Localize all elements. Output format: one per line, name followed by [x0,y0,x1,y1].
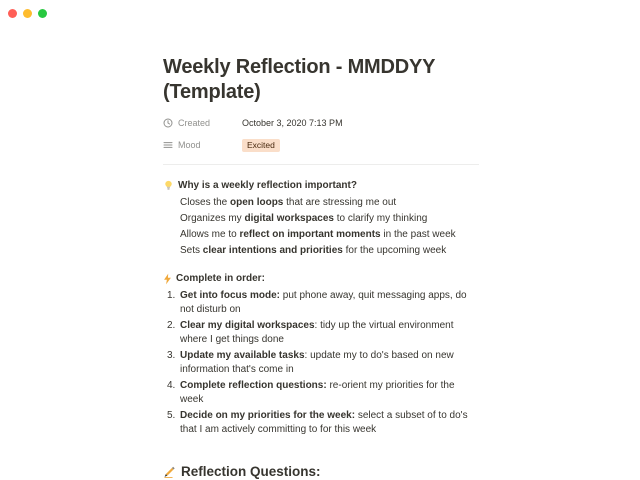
section-complete-heading[interactable] [163,271,479,286]
section-reflection-questions-heading[interactable] [163,463,479,480]
writing-hand-icon [163,465,176,478]
property-mood-value[interactable] [242,139,280,152]
list-item[interactable]: Organizes my digital workspaces to clarify my thinking [163,211,479,226]
bullet-icon [163,212,180,226]
light-bulb-icon [163,180,174,191]
window-controls [8,9,47,18]
clock-icon [163,118,173,128]
list-item[interactable]: 4. Complete reflection questions: re-orient my priorities for the week [163,378,479,407]
lightning-bolt-icon [163,273,172,285]
divider [163,164,479,165]
page-title[interactable]: Weekly Reflection - MMDDYY (Template) [163,56,435,103]
page-properties [163,112,479,156]
list-item[interactable]: 2. Clear my digital workspaces: tidy up the virtual environment where I get things done [163,318,479,347]
property-label-text: Created [178,118,211,128]
section-heading-text: Reflection Questions: [181,464,321,479]
list-icon [163,140,173,150]
list-item[interactable]: Closes the open loops that are stressing me out [163,195,479,210]
why-bullet-list [163,195,479,258]
list-item[interactable]: 5. Decide on my priorities for the week: select a subset of to do's that I am actively committing to for this week [163,408,479,437]
list-number: 1. [167,289,176,301]
property-created-value[interactable]: October 3, 2020 7:13 PM [242,118,343,128]
minimize-window-button[interactable] [23,9,32,18]
section-heading-text: Complete in order: [176,273,265,284]
list-number: 5. [167,409,176,421]
section-heading-text: Why is a weekly reflection important? [178,180,357,191]
list-item[interactable]: 1. Get into focus mode: put phone away, quit messaging apps, do not disturb on [163,288,479,317]
mood-tag[interactable]: Excited [242,139,280,152]
property-row-mood[interactable] [163,134,479,156]
close-window-button[interactable] [8,9,17,18]
list-item[interactable]: 3. Update my available tasks: update my to do's based on new information that's come in [163,348,479,377]
list-item[interactable]: Sets clear intentions and priorities for the upcoming week [163,243,479,258]
bullet-icon [163,196,180,210]
property-label-text: Mood [178,140,201,150]
section-why [163,178,479,258]
property-created-label [163,118,242,128]
list-number: 3. [167,349,176,361]
zoom-window-button[interactable] [38,9,47,18]
property-mood-label [163,140,242,150]
list-number: 2. [167,319,176,331]
list-number: 4. [167,379,176,391]
list-item[interactable]: Allows me to reflect on important moments in the past week [163,227,479,242]
notion-page [163,55,479,480]
section-why-heading[interactable] [163,178,479,193]
bullet-icon [163,244,180,258]
section-complete-in-order [163,271,479,437]
bullet-icon [163,228,180,242]
complete-numbered-list [163,288,479,437]
property-row-created[interactable] [163,112,479,134]
